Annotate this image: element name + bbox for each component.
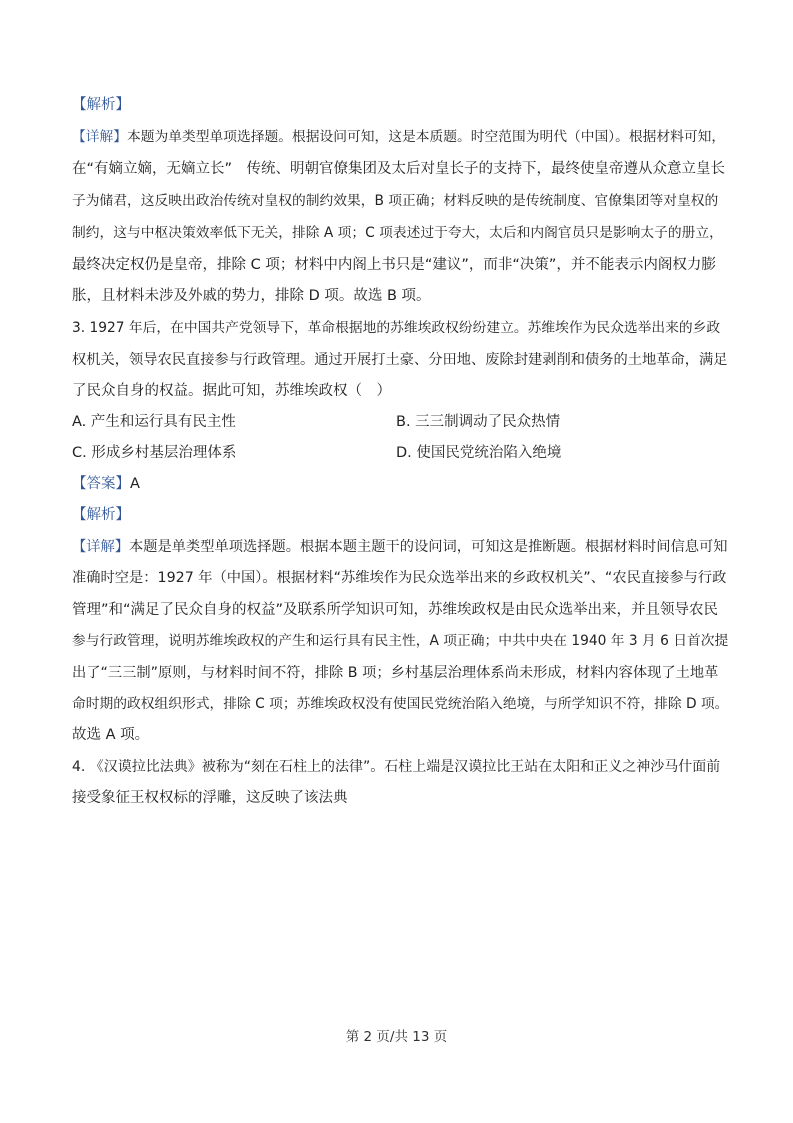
q3-analysis-line-6: 命时期的政权组织形式，排除 C 项；苏维埃政权没有使国民党统治陷入绝境，与所学知识不符，排除 D 项。: [72, 696, 729, 712]
q3-answer-value: A: [130, 476, 140, 492]
q2-analysis-line-6: 胀，且材料未涉及外戚的势力，排除 D 项。故选 B 项。: [72, 288, 431, 304]
q3-option-c: C. 形成乡村基层治理体系: [72, 445, 237, 461]
q2-analysis-line-3: 子为储君，这反映出政治传统对皇权的制约效果，B 项正确；材料反映的是传统制度、官僚集团等对皇权的: [72, 193, 719, 209]
q4-stem-line-2: 接受象征王权权标的浮雕，这反映了该法典: [72, 790, 348, 806]
q2-analysis-text: 本题为单类型单项选择题。根据设问可知，这是本质题。时空范围为明代（中国）。根据材料可知，: [127, 129, 726, 145]
q3-option-d: D. 使国民党统治陷入绝境: [396, 445, 562, 461]
q3-stem-line-3: 了民众自身的权益。据此可知，苏维埃政权（ ）: [72, 383, 391, 399]
q2-analysis-line-4: 制约，这与中枢决策效率低下无关，排除 A 项；C 项表述过于夸大，太后和内阁官员只是影响太子的册立，: [72, 225, 723, 241]
q3-stem-line-1: 3. 1927 年后，在中国共产党领导下，革命根据地的苏维埃政权纷纷建立。苏维埃作为民众选举出来的乡政: [72, 320, 721, 336]
q2-analysis-line-5: 最终决定权仍是皇帝，排除 C 项；材料中内阁上书只是“建议”，而非“决策”，并不能表示内阁权力膨: [72, 257, 716, 273]
q3-option-b: B. 三三制调动了民众热情: [396, 414, 561, 430]
q2-detail-tag: 【详解】: [72, 129, 128, 145]
q3-analysis-line-1: [72, 537, 728, 557]
q3-analysis-line-2: 准确时空是：1927 年（中国）。根据材料“苏维埃作为民众选举出来的乡政权机关”、“农民直接参与行政: [72, 570, 727, 586]
q2-analysis-line-2: 在“有嫡立嫡，无嫡立长” 传统、明朝官僚集团及太后对皇长子的支持下，最终使皇帝遵从众意立皇长: [72, 161, 726, 177]
q2-analysis-line-1: [72, 127, 725, 147]
q3-answer-tag: 【答案】: [72, 476, 130, 492]
q4-stem-line-1: 4. 《汉谟拉比法典》被称为“刻在石柱上的法律”。石柱上端是汉谟拉比王站在太阳和正义之神沙马什面前: [72, 759, 721, 775]
q3-detail-tag: 【详解】: [72, 539, 130, 555]
q3-analysis-heading: 【解析】: [72, 507, 130, 523]
q3-answer-line: [72, 474, 140, 494]
q3-analysis-line-5: 出了“三三制”原则，与材料时间不符，排除 B 项；乡村基层治理体系尚未形成，材料内容体现了土地革: [72, 665, 719, 681]
q3-option-a: A. 产生和运行具有民主性: [72, 414, 236, 430]
q2-analysis-heading: 【解析】: [72, 97, 130, 113]
q3-analysis-text: 本题是单类型单项选择题。根据本题主题干的设问词，可知这是推断题。根据材料时间信息可知: [129, 539, 728, 555]
page-number-footer: 第 2 页/共 13 页: [345, 1029, 448, 1045]
q3-analysis-line-4: 参与行政管理，说明苏维埃政权的产生和运行具有民主性，A 项正确；中共中央在 1940 年 3 月 6 日首次提: [72, 633, 729, 649]
q3-stem-line-2: 权机关，领导农民直接参与行政管理。通过开展打土豪、分田地、废除封建剥削和债务的土地革命，满足: [72, 352, 728, 368]
q3-analysis-line-3: 管理”和“满足了民众自身的权益”及联系所学知识可知，苏维埃政权是由民众选举出来，并且领导农民: [72, 602, 719, 618]
q3-analysis-line-7: 故选 A 项。: [72, 727, 150, 743]
